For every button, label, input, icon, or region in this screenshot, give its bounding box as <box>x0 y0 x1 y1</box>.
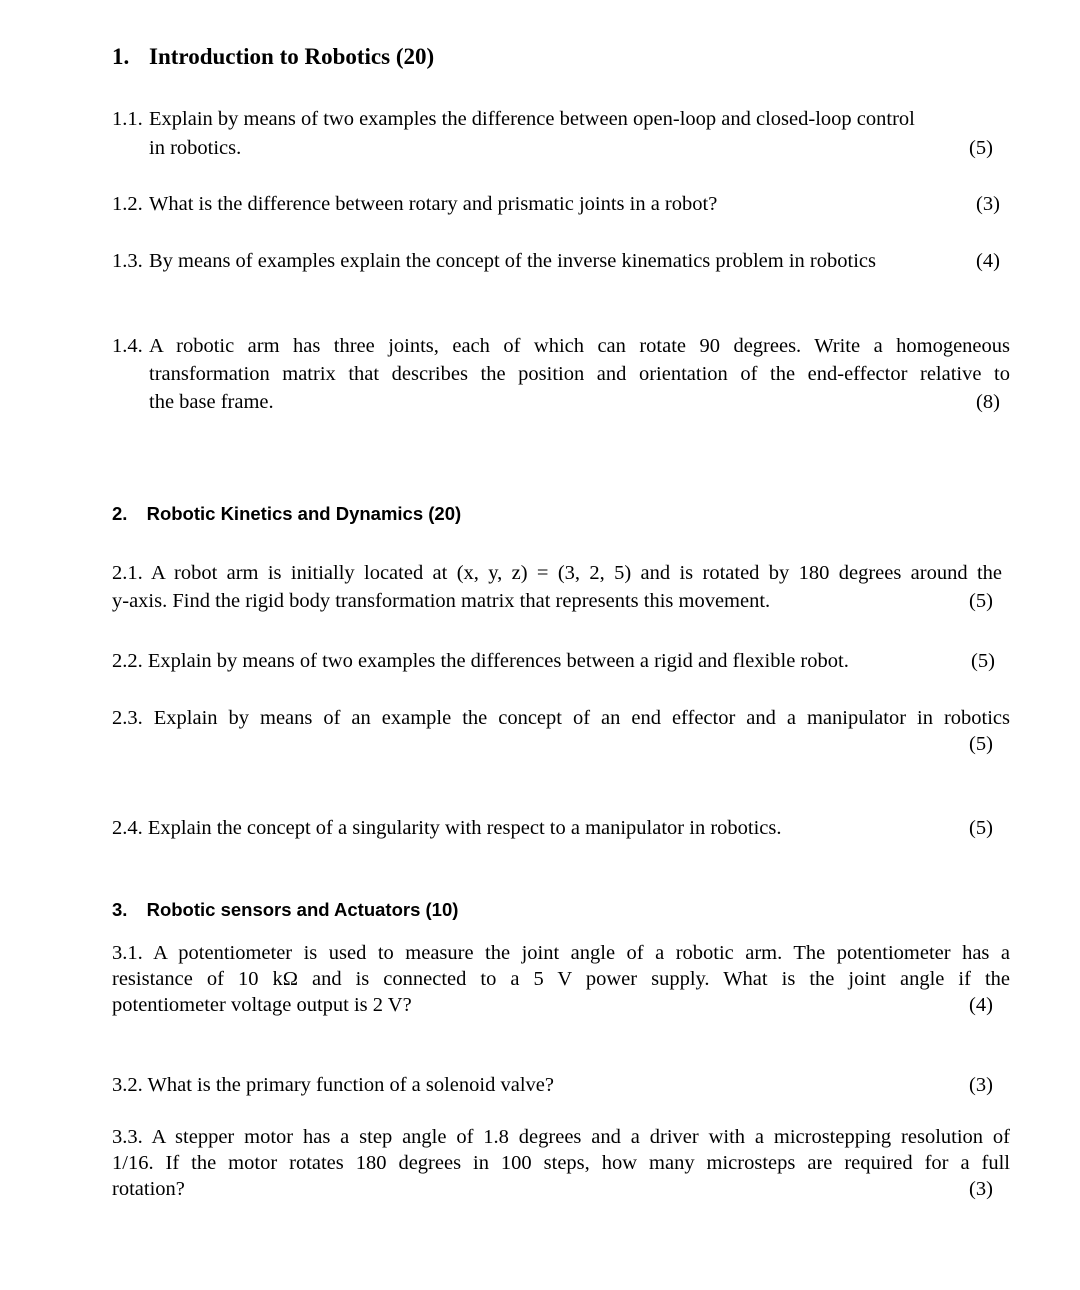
section-title: Robotic Kinetics and Dynamics (20) <box>146 503 462 524</box>
question-marks: (4) <box>969 994 993 1016</box>
question-text-line: the base frame. <box>149 391 274 413</box>
question-text-line: What is the difference between rotary and prismatic joints in a robot? <box>149 193 718 215</box>
question-text-line: Explain by means of two examples the differences between a rigid and flexible robot. <box>147 650 849 672</box>
section-number: 3. <box>112 899 128 920</box>
question-line <box>112 1124 1010 1150</box>
question-text-line: A potentiometer is used to measure the joint angle of a robotic arm. The potentiometer has a <box>153 942 1010 964</box>
question-number: 2.3. <box>112 707 143 729</box>
question-line <box>112 704 1010 732</box>
question-marks: (4) <box>976 250 1000 272</box>
question-number: 2.2. <box>112 650 143 672</box>
question-line <box>112 940 1010 966</box>
question-text-line: y-axis. Find the rigid body transformation matrix that represents this movement. <box>112 590 771 612</box>
question-marks: (3) <box>969 1074 993 1096</box>
section-number: 2. <box>112 503 128 524</box>
question-number: 3.3. <box>112 1126 143 1148</box>
question-text-line: transformation matrix that describes the position and orientation of the end-effector relative to <box>149 363 1010 385</box>
section-title: Robotic sensors and Actuators (10) <box>146 899 459 920</box>
question-marks: (3) <box>976 193 1000 215</box>
question-text-line: potentiometer voltage output is 2 V? <box>112 994 412 1016</box>
question-number: 2.1. <box>112 562 143 584</box>
question-text-line: What is the primary function of a solenoid valve? <box>147 1074 554 1096</box>
question-text-line: By means of examples explain the concept of the inverse kinematics problem in robotics <box>149 250 876 272</box>
question-text-line: in robotics. <box>149 137 242 159</box>
question-text-line: Explain by means of two examples the difference between open-loop and closed-loop control <box>149 108 915 130</box>
question-number: 1.4. <box>112 335 143 357</box>
question-number: 1.2. <box>112 193 143 215</box>
section-1-heading <box>112 44 434 70</box>
section-number: 1. <box>112 44 130 69</box>
question-marks: (5) <box>969 733 993 755</box>
question-text-line: 1/16. If the motor rotates 180 degrees in 100 steps, how many microsteps are required for a full <box>112 1152 1010 1174</box>
question-marks: (3) <box>969 1178 993 1200</box>
question-line <box>112 1071 554 1099</box>
question-line <box>112 647 849 675</box>
question-marks: (5) <box>969 590 993 612</box>
question-number: 1.3. <box>112 250 143 272</box>
question-line <box>112 814 782 842</box>
question-marks: (5) <box>969 817 993 839</box>
question-number: 1.1. <box>112 108 143 130</box>
section-3-heading <box>112 899 458 921</box>
question-line <box>112 559 1002 587</box>
question-marks: (5) <box>971 650 995 672</box>
section-title: Introduction to Robotics (20) <box>149 44 435 69</box>
question-text-line: resistance of 10 kΩ and is connected to a 5 V power supply. What is the joint angle if the <box>112 968 1010 990</box>
question-text-line: A robot arm is initially located at (x, y, z) = (3, 2, 5) and is rotated by 180 degrees around the <box>150 562 1003 584</box>
question-text-line: A robotic arm has three joints, each of which can rotate 90 degrees. Write a homogeneous <box>149 335 1010 357</box>
question-text-line: A stepper motor has a step angle of 1.8 degrees and a driver with a microstepping resolution of <box>151 1126 1010 1148</box>
question-number: 3.2. <box>112 1074 143 1096</box>
question-marks: (5) <box>969 137 993 159</box>
question-number: 3.1. <box>112 942 143 964</box>
question-text-line: Explain the concept of a singularity with respect to a manipulator in robotics. <box>147 817 782 839</box>
question-text-line: Explain by means of an example the concept of an end effector and a manipulator in robotics <box>153 707 1011 729</box>
section-2-heading <box>112 503 461 525</box>
question-number: 2.4. <box>112 817 143 839</box>
question-text-line: rotation? <box>112 1178 185 1200</box>
question-marks: (8) <box>976 391 1000 413</box>
